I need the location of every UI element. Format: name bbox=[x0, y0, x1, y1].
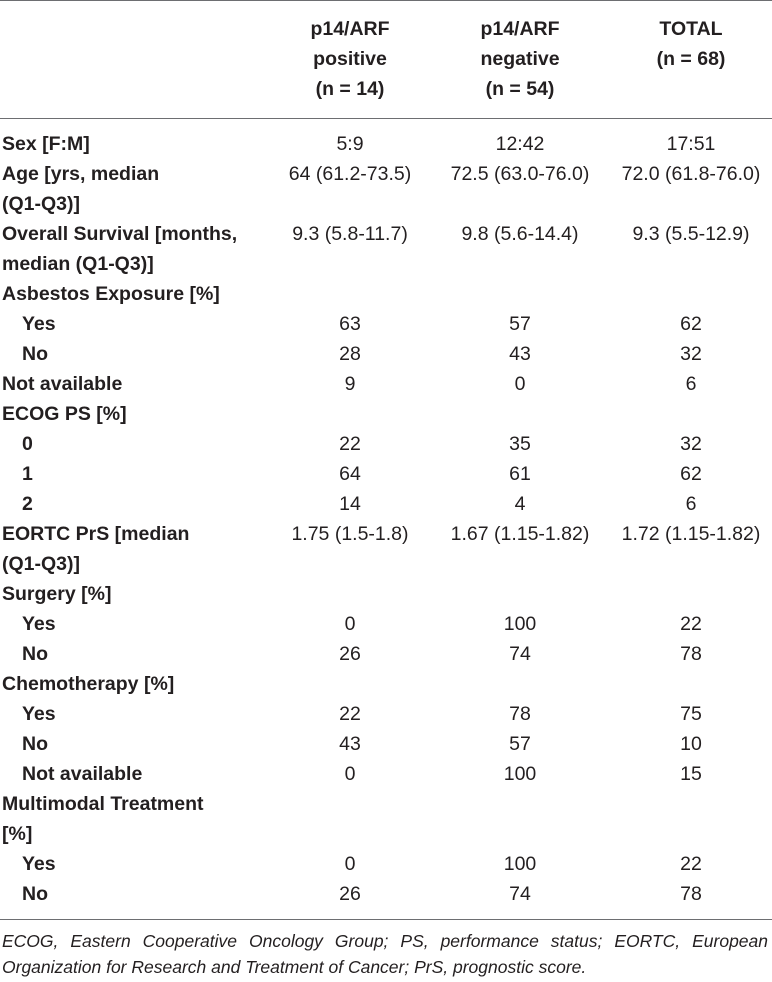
row-label: No bbox=[22, 883, 48, 905]
cell-p14-negative: 61 bbox=[509, 463, 531, 485]
cell-p14-positive: 14 bbox=[339, 493, 361, 515]
table-row bbox=[0, 759, 772, 789]
cell-p14-negative: 72.5 (63.0-76.0) bbox=[450, 163, 590, 185]
column-header-line: (n = 68) bbox=[656, 48, 726, 70]
header-divider-rule bbox=[0, 118, 772, 119]
cell-p14-negative: 43 bbox=[509, 343, 531, 365]
row-label: 2 bbox=[22, 493, 33, 515]
cell-total: 78 bbox=[680, 643, 702, 665]
row-label: Sex [F:M] bbox=[2, 133, 90, 155]
table-row bbox=[0, 789, 772, 819]
table-row bbox=[0, 399, 772, 429]
row-label: (Q1-Q3)] bbox=[2, 553, 80, 575]
cell-p14-positive: 64 bbox=[339, 463, 361, 485]
cell-p14-negative: 57 bbox=[509, 733, 531, 755]
cell-total: 6 bbox=[685, 493, 697, 515]
table-row bbox=[0, 279, 772, 309]
table-row bbox=[0, 189, 772, 219]
table-row bbox=[0, 729, 772, 759]
table-footnote: ECOG, Eastern Cooperative Oncology Group; PS, performance status; EORTC, European Organization for Research and Treatment of Cancer; PrS, prognostic score. bbox=[2, 931, 768, 977]
table-row bbox=[0, 819, 772, 849]
column-header-line: negative bbox=[480, 48, 560, 70]
row-label: Not available bbox=[22, 763, 143, 785]
table-row bbox=[0, 249, 772, 279]
row-label: ECOG PS [%] bbox=[2, 403, 127, 425]
table-row bbox=[0, 849, 772, 879]
cell-p14-positive: 1.75 (1.5-1.8) bbox=[291, 523, 409, 545]
table-row bbox=[0, 879, 772, 909]
cell-p14-negative: 0 bbox=[514, 373, 526, 395]
table-row bbox=[0, 309, 772, 339]
table-bottom-rule bbox=[0, 919, 772, 920]
table-row bbox=[0, 459, 772, 489]
cell-p14-positive: 26 bbox=[339, 883, 361, 905]
table-row bbox=[0, 429, 772, 459]
row-label: Yes bbox=[22, 613, 56, 635]
table-row bbox=[0, 129, 772, 159]
cell-p14-positive: 0 bbox=[344, 853, 356, 875]
cell-total: 72.0 (61.8-76.0) bbox=[621, 163, 761, 185]
table-row bbox=[0, 489, 772, 519]
row-label: Age [yrs, median bbox=[2, 163, 160, 185]
cell-p14-positive: 22 bbox=[339, 433, 361, 455]
column-header-line: p14/ARF bbox=[310, 18, 390, 40]
row-label: Multimodal Treatment bbox=[2, 793, 204, 815]
row-label: Chemotherapy [%] bbox=[2, 673, 175, 695]
cell-total: 9.3 (5.5-12.9) bbox=[632, 223, 750, 245]
column-header-p14-arf-positive bbox=[254, 14, 446, 104]
row-label: Asbestos Exposure [%] bbox=[2, 283, 220, 305]
row-label: 1 bbox=[22, 463, 33, 485]
cell-p14-positive: 28 bbox=[339, 343, 361, 365]
column-header-line: positive bbox=[313, 48, 387, 70]
cell-p14-negative: 9.8 (5.6-14.4) bbox=[461, 223, 579, 245]
cell-total: 6 bbox=[685, 373, 697, 395]
cell-p14-positive: 9 bbox=[344, 373, 356, 395]
cell-total: 15 bbox=[680, 763, 702, 785]
cell-p14-negative: 57 bbox=[509, 313, 531, 335]
cell-total: 32 bbox=[680, 343, 702, 365]
table-row bbox=[0, 699, 772, 729]
cell-total: 62 bbox=[680, 463, 702, 485]
cell-p14-negative: 35 bbox=[509, 433, 531, 455]
cell-p14-negative: 1.67 (1.15-1.82) bbox=[450, 523, 590, 545]
table-row bbox=[0, 549, 772, 579]
cell-total: 22 bbox=[680, 613, 702, 635]
cell-total: 78 bbox=[680, 883, 702, 905]
cell-p14-positive: 43 bbox=[339, 733, 361, 755]
column-header-line: p14/ARF bbox=[480, 18, 560, 40]
table-row bbox=[0, 519, 772, 549]
row-label: Overall Survival [months, bbox=[2, 223, 238, 245]
column-header-p14-arf-negative bbox=[424, 14, 616, 104]
cell-total: 62 bbox=[680, 313, 702, 335]
table-top-rule bbox=[0, 0, 772, 1]
cell-total: 17:51 bbox=[666, 133, 716, 155]
cell-p14-negative: 100 bbox=[503, 853, 537, 875]
cell-total: 1.72 (1.15-1.82) bbox=[621, 523, 761, 545]
row-label: (Q1-Q3)] bbox=[2, 193, 80, 215]
cell-total: 75 bbox=[680, 703, 702, 725]
table-row bbox=[0, 159, 772, 189]
cell-p14-positive: 9.3 (5.8-11.7) bbox=[292, 223, 408, 245]
cell-p14-negative: 74 bbox=[509, 883, 531, 905]
table-row bbox=[0, 669, 772, 699]
row-label: 0 bbox=[22, 433, 33, 455]
table-row bbox=[0, 579, 772, 609]
column-header-line: (n = 54) bbox=[485, 78, 555, 100]
cell-p14-negative: 74 bbox=[509, 643, 531, 665]
cell-p14-positive: 26 bbox=[339, 643, 361, 665]
row-label: median (Q1-Q3)] bbox=[2, 253, 154, 275]
row-label: Not available bbox=[2, 373, 123, 395]
table-row bbox=[0, 639, 772, 669]
row-label: Yes bbox=[22, 313, 56, 335]
cell-p14-positive: 64 (61.2-73.5) bbox=[288, 163, 412, 185]
cell-p14-negative: 78 bbox=[509, 703, 531, 725]
row-label: Surgery [%] bbox=[2, 583, 112, 605]
cell-p14-positive: 0 bbox=[344, 613, 356, 635]
table-row bbox=[0, 369, 772, 399]
row-label: [%] bbox=[2, 823, 33, 845]
table-row bbox=[0, 339, 772, 369]
cell-p14-positive: 63 bbox=[339, 313, 361, 335]
row-label: EORTC PrS [median bbox=[2, 523, 190, 545]
cell-p14-positive: 22 bbox=[339, 703, 361, 725]
cell-total: 10 bbox=[680, 733, 702, 755]
cell-p14-positive: 0 bbox=[344, 763, 356, 785]
cell-total: 22 bbox=[680, 853, 702, 875]
row-label: Yes bbox=[22, 853, 56, 875]
cell-p14-negative: 100 bbox=[503, 763, 537, 785]
column-header-line: TOTAL bbox=[659, 18, 723, 40]
cell-p14-negative: 12:42 bbox=[495, 133, 545, 155]
column-header-line: (n = 14) bbox=[315, 78, 385, 100]
cell-p14-negative: 4 bbox=[514, 493, 526, 515]
column-header-total bbox=[595, 14, 772, 104]
cell-p14-positive: 5:9 bbox=[336, 133, 364, 155]
table-row bbox=[0, 609, 772, 639]
cell-p14-negative: 100 bbox=[503, 613, 537, 635]
table-row bbox=[0, 219, 772, 249]
row-label: No bbox=[22, 643, 48, 665]
row-label: Yes bbox=[22, 703, 56, 725]
row-label: No bbox=[22, 733, 48, 755]
cell-total: 32 bbox=[680, 433, 702, 455]
row-label: No bbox=[22, 343, 48, 365]
